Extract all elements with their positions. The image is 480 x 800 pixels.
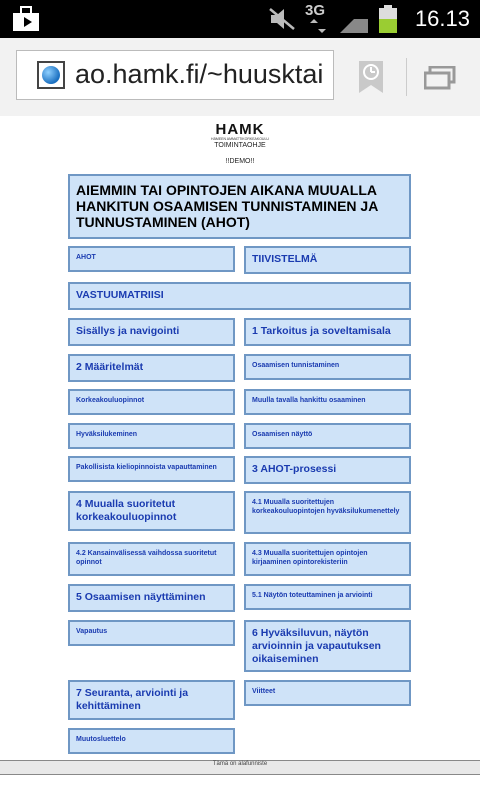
section-4-1-link[interactable]: 4.1 Muualla suoritettujen korkeakouluopintojen hyväksilukumenettely xyxy=(244,491,411,534)
web-page xyxy=(0,116,480,800)
hyvaksilukeminen-link[interactable]: Hyväksilukeminen xyxy=(68,423,235,449)
status-bar xyxy=(0,0,480,38)
section-6-link[interactable]: 6 Hyväksiluvun, näytön arvioinnin ja vapautuksen oikaiseminen xyxy=(244,620,411,672)
ahot-prosessi-link[interactable]: 3 AHOT-prosessi xyxy=(244,456,411,484)
pakollisista-link[interactable]: Pakollisista kieliopinnoista vapauttaminen xyxy=(68,456,235,482)
section-7-link[interactable]: 7 Seuranta, arviointi ja kehittäminen xyxy=(68,680,235,720)
bookmark-history-icon[interactable] xyxy=(358,60,384,94)
section-5-1-link[interactable]: 5.1 Näytön toteuttaminen ja arviointi xyxy=(244,584,411,610)
browser-toolbar xyxy=(0,38,480,117)
signal-icon xyxy=(304,19,368,33)
sisallys-link[interactable]: Sisällys ja navigointi xyxy=(68,318,235,346)
tiivistelma-link[interactable]: TIIVISTELMÄ xyxy=(244,246,411,274)
maaritelmat-link[interactable]: 2 Määritelmät xyxy=(68,354,235,382)
screenshot-share-icon xyxy=(12,6,42,32)
osaamisen-naytto-link[interactable]: Osaamisen näyttö xyxy=(244,423,411,449)
hamk-logo xyxy=(0,121,480,141)
logo-text: HAMK xyxy=(215,121,265,138)
page-footer xyxy=(0,760,480,775)
page-subtitle: TOIMINTAOHJE xyxy=(214,142,266,149)
section-5-link[interactable]: 5 Osaamisen näyttäminen xyxy=(68,584,235,612)
url-text[interactable]: ao.hamk.fi/~huusktai xyxy=(75,59,324,89)
muualla-suoritetut-link[interactable]: 4 Muualla suoritetut korkeakouluopinnot xyxy=(68,491,235,531)
muulla-tavalla-link[interactable]: Muulla tavalla hankittu osaaminen xyxy=(244,389,411,415)
logo-subtext: HÄMEEN AMMATTIKORKEAKOULU xyxy=(211,137,269,141)
tabs-icon[interactable] xyxy=(424,66,456,90)
demo-label: !!DEMO!! xyxy=(225,158,255,165)
network-type: 3G xyxy=(305,2,326,19)
globe-icon xyxy=(37,61,65,89)
footer-text: Tämä on alafunniste xyxy=(212,761,268,767)
muutosluettelo-link[interactable]: Muutosluettelo xyxy=(68,728,235,754)
main-title-box: AIEMMIN TAI OPINTOJEN AIKANA MUUALLA HANKITUN OSAAMISEN TUNNISTAMINEN JA TUNNUSTAMINEN (AHOT) xyxy=(68,174,411,239)
section-4-2-link[interactable]: 4.2 Kansainvälisessä vaihdossa suoritetut opinnot xyxy=(68,542,235,576)
ahot-link[interactable]: AHOT xyxy=(68,246,235,272)
korkeakouluopinnot-link[interactable]: Korkeakouluopinnot xyxy=(68,389,235,415)
osaamisen-tunnistaminen-link[interactable]: Osaamisen tunnistaminen xyxy=(244,354,411,380)
url-field[interactable] xyxy=(16,50,334,100)
viitteet-link[interactable]: Viitteet xyxy=(244,680,411,706)
battery-icon xyxy=(378,5,398,33)
vastuumatriisi-link[interactable]: VASTUUMATRIISI xyxy=(68,282,411,310)
toolbar-divider xyxy=(406,58,407,96)
section-4-3-link[interactable]: 4.3 Muualla suoritettujen opintojen kirjaaminen opintorekisteriin xyxy=(244,542,411,576)
tarkoitus-link[interactable]: 1 Tarkoitus ja soveltamisala xyxy=(244,318,411,346)
clock: 16.13 xyxy=(414,6,470,31)
mute-icon xyxy=(268,7,296,31)
vapautus-link[interactable]: Vapautus xyxy=(68,620,235,646)
